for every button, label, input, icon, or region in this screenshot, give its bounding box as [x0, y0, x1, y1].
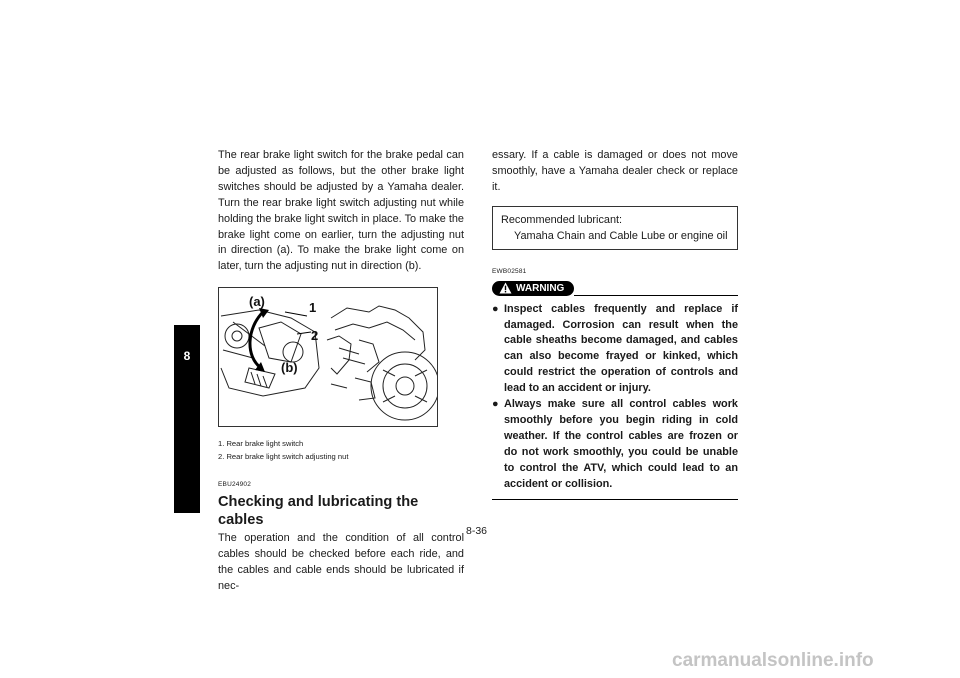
brake-switch-illustration — [218, 287, 438, 427]
warning-header — [492, 281, 738, 297]
callout-1: 1 — [309, 300, 317, 316]
warning-label: WARNING — [516, 282, 565, 294]
lubricant-value: Yamaha Chain and Cable Lube or engine oil — [514, 229, 728, 242]
figure-captions — [218, 437, 464, 463]
cables-paragraph: The operation and the condition of all control cables should be checked before each ride, and the cables and cable ends should be lubricated if nec- — [218, 532, 464, 592]
caption-2: 2. Rear brake light switch adjusting nut — [218, 452, 349, 462]
warning-triangle-icon — [499, 282, 512, 294]
callout-2: 2 — [311, 328, 319, 344]
lubricant-label: Recommended lubricant: — [501, 213, 623, 226]
warning-end-rule — [492, 499, 738, 500]
warning-list — [492, 302, 738, 493]
section-heading: Checking and lubricating the cables — [218, 494, 419, 529]
watermark-text: carmanualsonline.info — [672, 650, 874, 671]
right-column — [492, 148, 738, 500]
warning-code: EWB02581 — [492, 267, 527, 275]
warning-item: ● Always make sure all control cables work smoothly before you begin riding in cold weather. If the control cables are frozen or do not work smoothly, you could be unable to control the ATV, which could lead to an accident or collision. — [492, 397, 738, 492]
left-column — [218, 148, 464, 595]
chapter-tab-number: 8 — [183, 349, 191, 363]
direction-a-label: (a) — [249, 294, 265, 310]
warning-item: ● Inspect cables frequently and replace if damaged. Corrosion can result when the cable sheaths become damaged, and cables can also become frayed or kinked, which could restrict the operation of controls and lead to an accident or injury. — [492, 302, 738, 397]
intro-paragraph: The rear brake light switch for the brake pedal can be adjusted as follows, but the other brake light switches should be adjusted by a Yamaha dealer. Turn the rear brake light switch adjusting nut while holding the brake light switch in place. To make the brake light come on earlier, turn the adjusting nut in direction (a). To make the brake light come on later, turn the adjusting nut in direction (b). — [218, 149, 464, 273]
warning-rule — [574, 295, 738, 296]
page-number: 8-36 — [466, 525, 488, 537]
direction-b-label: (b) — [281, 360, 298, 376]
caption-1: 1. Rear brake light switch — [218, 439, 304, 449]
chapter-tab — [174, 325, 200, 513]
recommended-lubricant-box — [492, 206, 738, 250]
section-code: EBU24902 — [218, 481, 252, 489]
warning-badge — [492, 281, 574, 296]
continuation-paragraph: essary. If a cable is damaged or does not move smoothly, have a Yamaha dealer check or replace it. — [492, 149, 738, 193]
